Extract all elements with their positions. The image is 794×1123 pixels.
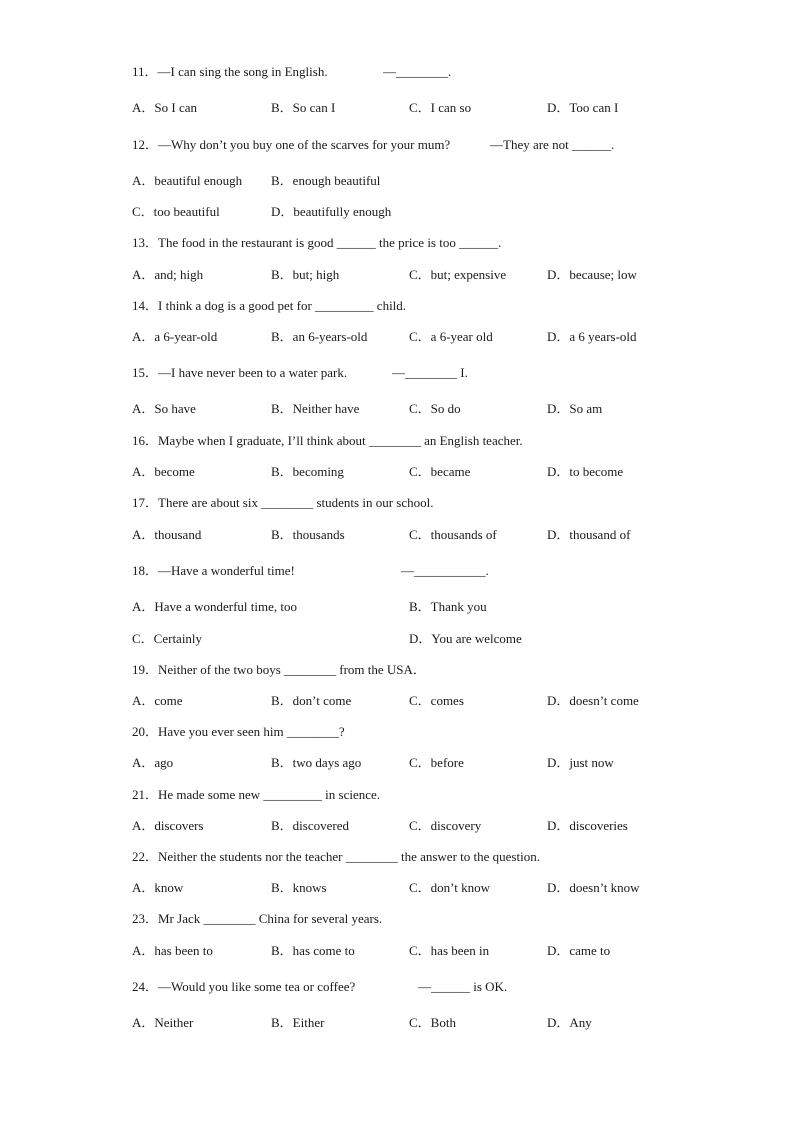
question-text: 18．—Have a wonderful time! bbox=[132, 563, 295, 578]
answer-option[interactable]: B．don’t come bbox=[271, 693, 352, 708]
response-blank: —______ is OK. bbox=[418, 979, 508, 994]
answer-option[interactable]: D．Too can I bbox=[547, 100, 619, 115]
options-row bbox=[0, 327, 794, 347]
answer-option[interactable]: B．an 6-years-old bbox=[271, 329, 368, 344]
answer-option[interactable]: D．thousand of bbox=[547, 527, 631, 542]
question-text: 19．Neither of the two boys ________ from the USA． bbox=[132, 662, 426, 677]
options-row bbox=[0, 1013, 794, 1033]
options-row bbox=[0, 171, 794, 191]
question-text: 11．—I can sing the song in English. bbox=[132, 64, 328, 79]
question-stem bbox=[0, 493, 794, 513]
answer-option[interactable]: D．a 6 years-old bbox=[547, 329, 637, 344]
question-text: 16．Maybe when I graduate, I’ll think about ________ an English teacher. bbox=[132, 433, 523, 448]
question-text: 13．The food in the restaurant is good ______ the price is too ______. bbox=[132, 235, 502, 250]
response-blank: —___________. bbox=[401, 563, 489, 578]
answer-option[interactable]: B．So can I bbox=[271, 100, 336, 115]
answer-option[interactable]: A．So I can bbox=[132, 100, 197, 115]
question-stem bbox=[0, 62, 794, 82]
answer-option[interactable]: A．Have a wonderful time, too bbox=[132, 599, 297, 614]
answer-option[interactable]: B．has come to bbox=[271, 943, 355, 958]
options-row bbox=[0, 525, 794, 545]
question-text: 23．Mr Jack ________ China for several years. bbox=[132, 911, 383, 926]
answer-option[interactable]: A．So have bbox=[132, 401, 196, 416]
options-row bbox=[0, 816, 794, 836]
answer-option[interactable]: D．because; low bbox=[547, 267, 637, 282]
options-row bbox=[0, 98, 794, 118]
answer-option[interactable]: C．a 6-year old bbox=[409, 329, 493, 344]
response-blank: —They are not ______. bbox=[490, 137, 615, 152]
answer-option[interactable]: C．too beautiful bbox=[132, 204, 220, 219]
answer-option[interactable]: D．doesn’t come bbox=[547, 693, 639, 708]
question-stem bbox=[0, 909, 794, 929]
answer-option[interactable]: D．Any bbox=[547, 1015, 592, 1030]
answer-option[interactable]: D．doesn’t know bbox=[547, 880, 640, 895]
question-stem bbox=[0, 660, 794, 680]
question-stem bbox=[0, 135, 794, 155]
options-row bbox=[0, 597, 794, 617]
response-blank: —________ I. bbox=[392, 365, 468, 380]
options-row bbox=[0, 941, 794, 961]
answer-option[interactable]: C．discovery bbox=[409, 818, 482, 833]
answer-option[interactable]: C．I can so bbox=[409, 100, 472, 115]
answer-option[interactable]: D．beautifully enough bbox=[271, 204, 392, 219]
question-text: 14．I think a dog is a good pet for _________ child. bbox=[132, 298, 407, 313]
answer-option[interactable]: B．Neither have bbox=[271, 401, 360, 416]
answer-option[interactable]: C．has been in bbox=[409, 943, 490, 958]
answer-option[interactable]: D．to become bbox=[547, 464, 624, 479]
answer-option[interactable]: A．thousand bbox=[132, 527, 202, 542]
question-text: 12．—Why don’t you buy one of the scarves for your mum? bbox=[132, 137, 451, 152]
answer-option[interactable]: A．beautiful enough bbox=[132, 173, 243, 188]
answer-option[interactable]: A．a 6-year-old bbox=[132, 329, 218, 344]
answer-option[interactable]: A．ago bbox=[132, 755, 174, 770]
answer-option[interactable]: A．become bbox=[132, 464, 195, 479]
response-blank: —________. bbox=[383, 64, 452, 79]
answer-option[interactable]: B．Either bbox=[271, 1015, 325, 1030]
answer-option[interactable]: B．but; high bbox=[271, 267, 340, 282]
answer-option[interactable]: A．come bbox=[132, 693, 183, 708]
answer-option[interactable]: C．thousands of bbox=[409, 527, 497, 542]
answer-option[interactable]: C．Both bbox=[409, 1015, 456, 1030]
question-stem bbox=[0, 363, 794, 383]
answer-option[interactable]: C．So do bbox=[409, 401, 461, 416]
question-stem bbox=[0, 233, 794, 253]
answer-option[interactable]: C．before bbox=[409, 755, 464, 770]
answer-option[interactable]: D．You are welcome bbox=[409, 631, 522, 646]
question-text: 15．—I have never been to a water park. bbox=[132, 365, 348, 380]
answer-option[interactable]: A．has been to bbox=[132, 943, 213, 958]
answer-option[interactable]: C．became bbox=[409, 464, 471, 479]
options-row bbox=[0, 399, 794, 419]
question-stem bbox=[0, 722, 794, 742]
question-stem bbox=[0, 847, 794, 867]
question-stem bbox=[0, 561, 794, 581]
answer-option[interactable]: A．discovers bbox=[132, 818, 204, 833]
answer-option[interactable]: D．discoveries bbox=[547, 818, 628, 833]
question-stem bbox=[0, 977, 794, 997]
answer-option[interactable]: A．know bbox=[132, 880, 184, 895]
answer-option[interactable]: B．discovered bbox=[271, 818, 349, 833]
question-stem bbox=[0, 785, 794, 805]
answer-option[interactable]: C．Certainly bbox=[132, 631, 203, 646]
answer-option[interactable]: A．and; high bbox=[132, 267, 204, 282]
answer-option[interactable]: C．but; expensive bbox=[409, 267, 507, 282]
options-row bbox=[0, 202, 794, 222]
answer-option[interactable]: B．two days ago bbox=[271, 755, 362, 770]
answer-option[interactable]: B．enough beautiful bbox=[271, 173, 381, 188]
question-stem bbox=[0, 431, 794, 451]
question-text: 24．—Would you like some tea or coffee? bbox=[132, 979, 356, 994]
answer-option[interactable]: B．Thank you bbox=[409, 599, 487, 614]
answer-option[interactable]: B．knows bbox=[271, 880, 327, 895]
question-text: 21．He made some new _________ in science. bbox=[132, 787, 381, 802]
answer-option[interactable]: C．don’t know bbox=[409, 880, 491, 895]
question-text: 20．Have you ever seen him ________? bbox=[132, 724, 345, 739]
answer-option[interactable]: D．just now bbox=[547, 755, 614, 770]
options-row bbox=[0, 878, 794, 898]
options-row bbox=[0, 265, 794, 285]
question-text: 22．Neither the students nor the teacher ________ the answer to the question. bbox=[132, 849, 540, 864]
options-row bbox=[0, 629, 794, 649]
options-row bbox=[0, 462, 794, 482]
answer-option[interactable]: D．came to bbox=[547, 943, 611, 958]
answer-option[interactable]: B．thousands bbox=[271, 527, 345, 542]
answer-option[interactable]: A．Neither bbox=[132, 1015, 194, 1030]
options-row bbox=[0, 753, 794, 773]
question-text: 17．There are about six ________ students in our school. bbox=[132, 495, 434, 510]
options-row bbox=[0, 691, 794, 711]
answer-option[interactable]: D．So am bbox=[547, 401, 603, 416]
answer-option[interactable]: B．becoming bbox=[271, 464, 344, 479]
question-stem bbox=[0, 296, 794, 316]
answer-option[interactable]: C．comes bbox=[409, 693, 464, 708]
